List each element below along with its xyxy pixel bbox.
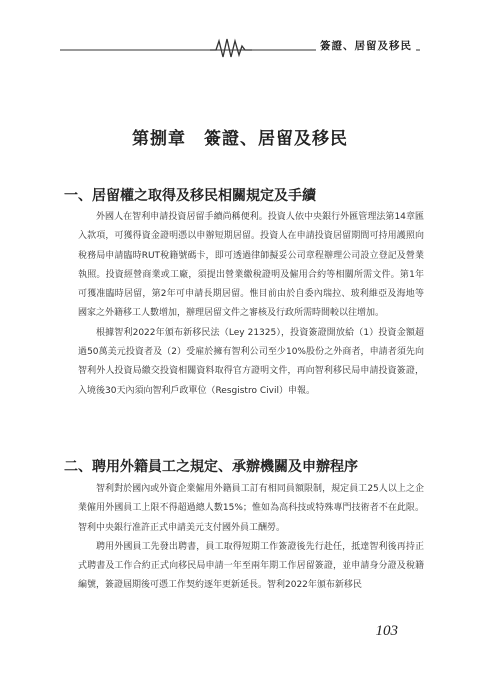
paragraph: 聘用外國員工先發出聘書，員工取得短期工作簽證後先行赴任，抵達智利後再持正式聘書及工作合約正式向移民局申請一年至兩年期工作居留簽證，並申請身分證及稅籍編號，簽證屆期後可憑工作契約逐年更新延長。智利2022年頒布新移民: [78, 541, 424, 591]
page-number: 103: [375, 623, 398, 639]
paragraph: 外國人在智利申請投資居留手續尚稱便利。投資人依中央銀行外匯管理法第14章匯入款項，可獲得資金證明憑以申辦短期居留。投資人在申請投資居留期間可持用護照向稅務局申請臨時RUT稅籍號碼卡，即可透過律師擬妥公司章程辦理公司設立登記及營業執照。投資經營商業或工廠，須提出營業繳稅證明及僱用合約等相關所需文件。第1年可獲准臨時居留，第2年可申請長期居留。惟目前由於自委內瑞拉、玻利維亞及海地等國家之外籍移工人數增加，辦理居留文件之審核及行政所需時間較以往增加。: [78, 212, 424, 319]
running-header: [60, 36, 420, 58]
running-header-label: 簽證、居留及移民: [316, 38, 416, 53]
chapter-title: 第捌章 簽證、居留及移民: [132, 129, 348, 149]
paragraph: 根據智利2022年頒布新移民法（Ley 21325），投資簽證開放給（1）投資金額超過50萬美元投資者及（2）受雇於擁有智利公司至少10%股份之外商者，申請者須先向智利外人投資局繳交投資相關資料取得官方證明文件，再向智利移民局申請投資簽證，入境後30天內須向智利戶政單位（Resgistro Civil）申報。: [78, 327, 424, 396]
section-title-1: 一、居留權之取得及移民相關規定及手續: [64, 188, 316, 204]
paragraph: 智利對於國內或外資企業僱用外籍員工訂有相同員額限制，規定員工25人以上之企業僱用外國員工上限不得超過總人數15%；惟如為高科技或特殊專門技術者不在此限。智利中央銀行准許正式申請美元支付國外員工酬勞。: [78, 484, 424, 533]
section-2-body: [78, 480, 424, 596]
section-1-body: [78, 208, 424, 401]
section-title-2: 二、聘用外籍員工之規定、承辦機關及申辦程序: [64, 459, 358, 475]
